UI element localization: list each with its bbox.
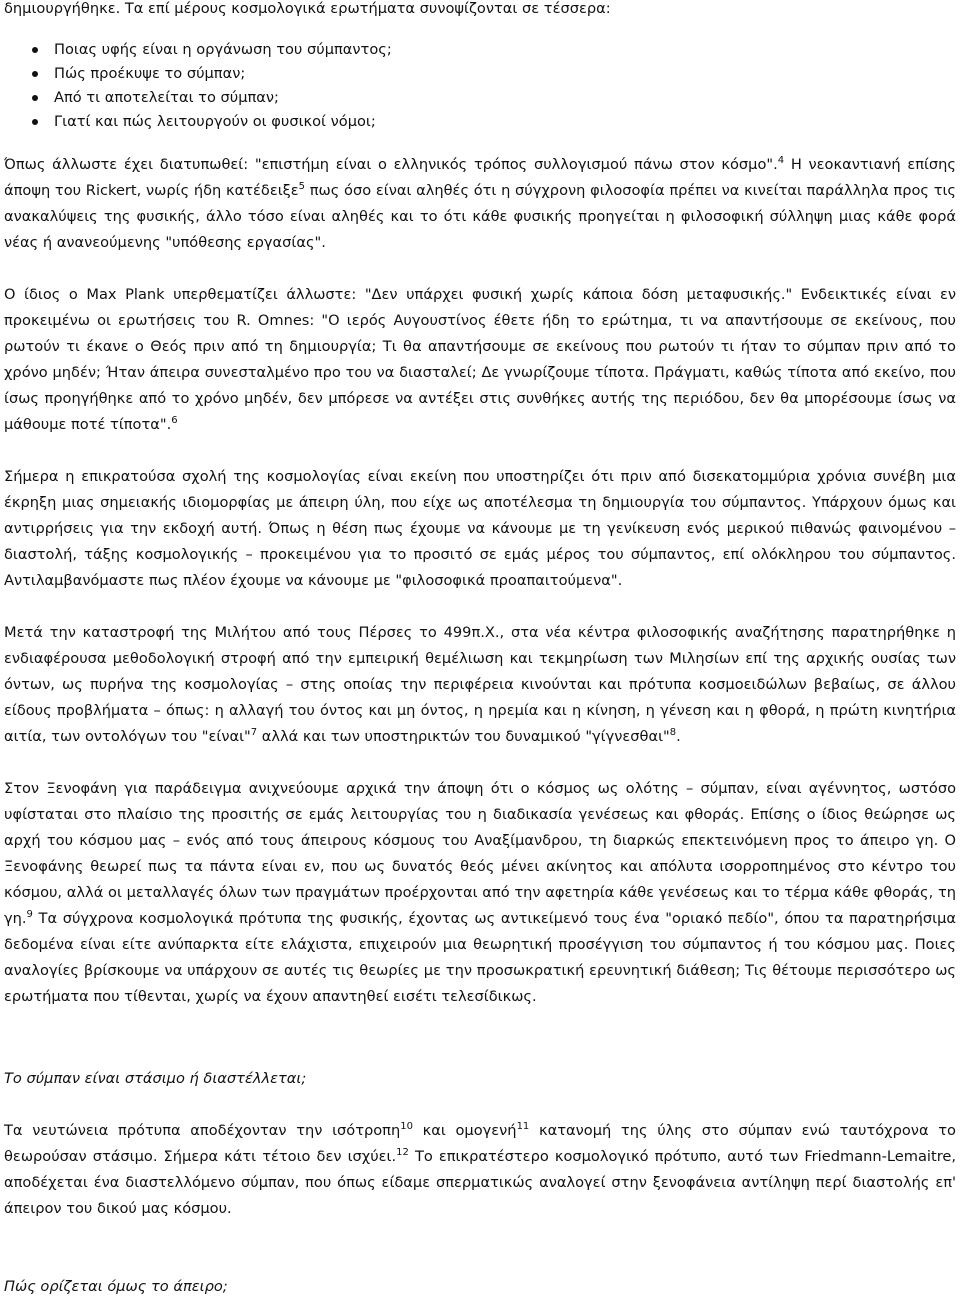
list-item: Πώς προέκυψε το σύμπαν; — [54, 62, 956, 86]
footnote-ref: 10 — [400, 1121, 413, 1133]
list-item: Γιατί και πώς λειτουργούν οι φυσικοί νόμοι; — [54, 110, 956, 134]
text-run: . — [676, 728, 681, 745]
section-question-heading: Πώς ορίζεται όμως το άπειρο; — [4, 1278, 228, 1295]
text-run: Τα νευτώνεια πρότυπα αποδέχονταν την ισότροπη — [4, 1122, 401, 1139]
text-run: αλλά και των υποστηρικτών του δυναμικού "γίγνεσθαι" — [257, 728, 670, 745]
paragraph-miletus — [4, 620, 956, 750]
text-run: Τα σύγχρονα κοσμολογικά πρότυπα της φυσικής, έχοντας ως αντικείμενό τους ένα "οριακό πεδίο", όπου τα παρατηρήσιμα δεδομένα είναι είτε ανύπαρκτα είτε ελάχιστα, επιχειρούν μια θεωρητική προσέγγιση του σύμπαντος ή του κόσμου μας. Ποιες αναλογίες βρίσκουμε να υπάρχουν σε αυτές τις θεωρίες με την προσωκρατική ερευνητική διάθεση; Τις θέτουμε περισσότερο ως ερωτήματα που τίθενται, χωρίς να έχουν απαντηθεί εισέτι τελεσίδικως. — [4, 910, 956, 1005]
text-run: Το επικρατέστερο κοσμολογικό πρότυπο, αυτό των Friedmann-Lemaitre, αποδέχεται ένα διαστελλόμενο σύμπαν, που όπως είδαμε σπερματικώς αναλογεί στην ξενοφάνεια αντίληψη περί διαστολής επ' άπειρον του δικού μας κόσμου. — [4, 1148, 956, 1217]
footnote-ref: 6 — [171, 415, 178, 427]
footnote-ref: 11 — [516, 1121, 530, 1133]
paragraph-xenophanes — [4, 776, 956, 1010]
text-run: Στον Ξενοφάνη για παράδειγμα ανιχνεύουμε αρχικά την άποψη ότι ο κόσμος ως ολότης – σύμπαν, είναι αγέννητος, ωστόσο υφίσταται στο πλαίσιο της προσιτής σε εμάς λειτουργίας του η διαδικασία γενέσεως και φθοράς. Επίσης ο ίδιος θεώρησε ως αρχή του κόσμου μας – ενός από τους άπειρους κόσμους του Αναξίμανδρου, τη διαρκώς επεκτεινόμενη προς το άπειρο γη. Ο Ξενοφάνης θεωρεί πως τα πάντα είναι εν, που ως δυνατός θεός μένει ακίνητος και απόλυτα ισορροπημένος στο κέντρο του κόσμου, αλλά οι μεταλλαγές όλων των πραγμάτων προέρχονται από την αφετηρία κάθε γενέσεως και το τέρμα κάθε φθοράς, τη γη. — [4, 780, 956, 927]
text-run: και ομογενή — [412, 1122, 517, 1139]
text-run: πως όσο είναι αληθές ότι η σύγχρονη φιλοσοφία πρέπει να κινείται παράλληλα προς τις ανακαλύψεις της φυσικής, άλλο τόσο είναι αληθές και το ότι κάθε φυσικής προηγείται η φιλοσοφική σύλληψη μιας κάθε φορά νέας ή ανανεούμενης "υπόθεσης εργασίας". — [4, 182, 956, 251]
question-list — [4, 38, 956, 134]
list-item: Ποιας υφής είναι η οργάνωση του σύμπαντος; — [54, 38, 956, 62]
footnote-ref: 7 — [250, 727, 258, 739]
text-run: Η νεοκαντιανή επίσης άποψη του Rickert, νωρίς ήδη κατέδειξε — [4, 156, 956, 199]
text-run: κατανομή της ύλης στο σύμπαν ενώ ταυτόχρονα το θεωρούσαν στάσιμο. Σήμερα κάτι τέτοιο δεν ισχύει. — [4, 1122, 956, 1165]
paragraph-plank — [4, 282, 956, 438]
footnote-ref: 5 — [298, 181, 306, 193]
paragraph-rickert — [4, 152, 956, 256]
text-run: Μετά την καταστροφή της Μιλήτου από τους Πέρσες το 499π.Χ., στα νέα κέντρα φιλοσοφικής αναζήτησης παρατηρήθηκε η ενδιαφέρουσα μεθοδολογική στροφή από την εμπειρική θεμέλιωση και τεκμηρίωση των Μιλησίων επί της αρχικής ουσίας των όντων, ως πυρήνα της κοσμολογίας – στης οποίας την περιφέρεια κινούνται και πρότυπα κοσμοειδώλων βεβαίως, σε άλλου είδους προβλήματα – όπως: η αλλαγή του όντος και μη όντος, η ηρεμία και η κίνηση, η γένεση και η φθορά, η πρώτη κινητήρια αιτία, των οντολόγων του "είναι" — [4, 624, 956, 745]
footnote-ref: 8 — [669, 727, 677, 739]
list-item: Από τι αποτελείται το σύμπαν; — [54, 86, 956, 110]
footnote-ref: 4 — [777, 155, 785, 167]
opening-line: δημιουργήθηκε. Τα επί μέρους κοσμολογικά ερωτήματα συνοψίζονται σε τέσσερα: — [4, 0, 611, 17]
document-page — [4, 0, 956, 1300]
paragraph-big-bang: Σήμερα η επικρατούσα σχολή της κοσμολογίας είναι εκείνη που υποστηρίζει ότι πριν από δισεκατομμύρια χρόνια συνέβη μια έκρηξη μιας σημειακής ιδιομορφίας με άπειρη ύλη, που είχε ως αποτέλεσμα τη δημιουργία του σύμπαντος. Υπάρχουν όμως και αντιρρήσεις για την εκδοχή αυτή. Όπως η θέση πως έχουμε να κάνουμε με τη γενίκευση ενός μερικού πιθανώς φαινομένου – διαστολή, τάξης κοσμολογικής – προκειμένου για το προσιτό σε εμάς μέρος του σύμπαντος, επί ολόκληρου του σύμπαντος. Αντιλαμβανόμαστε πως πλέον έχουμε να κάνουμε με "φιλοσοφικά προαπαιτούμενα". — [4, 468, 956, 589]
paragraph-newtonian — [4, 1118, 956, 1222]
text-run: Όπως άλλωστε έχει διατυπωθεί: "επιστήμη είναι ο ελληνικός τρόπος συλλογισμού πάνω στον κόσμο". — [4, 156, 778, 173]
footnote-ref: 12 — [396, 1147, 409, 1159]
text-run: Ο ίδιος ο Max Plank υπερθεματίζει άλλωστε: "Δεν υπάρχει φυσική χωρίς κάποια δόση μεταφυσικής." Ενδεικτικές είναι εν προκειμένω οι ερωτήσεις του R. Omnes: "Ο ιερός Αυγουστίνος έθετε ήδη το ερώτημα, τι να απαντήσουμε σε εκείνους, που ρωτούν τι έκανε ο Θεός πριν από τη δημιουργία; Τι θα απαντήσουμε σε εκείνους που ρωτούν τι ήταν το σύμπαν πριν από το χρόνο μηδέν; Ήταν άπειρα συνεσταλμένο προ του να διασταλεί; Δε γνωρίζουμε τίποτα. Πράγματι, καθώς τίποτα από εκείνο, που ίσως προηγήθηκε από το χρόνο μηδέν, δεν μπόρεσε να αντέξει στις συνθήκες αυτής της περιόδου, δεν θα μπορέσουμε ίσως να μάθουμε ποτέ τίποτα". — [4, 286, 956, 433]
footnote-ref: 9 — [26, 909, 33, 921]
section-question-heading: Το σύμπαν είναι στάσιμο ή διαστέλλεται; — [4, 1070, 307, 1087]
